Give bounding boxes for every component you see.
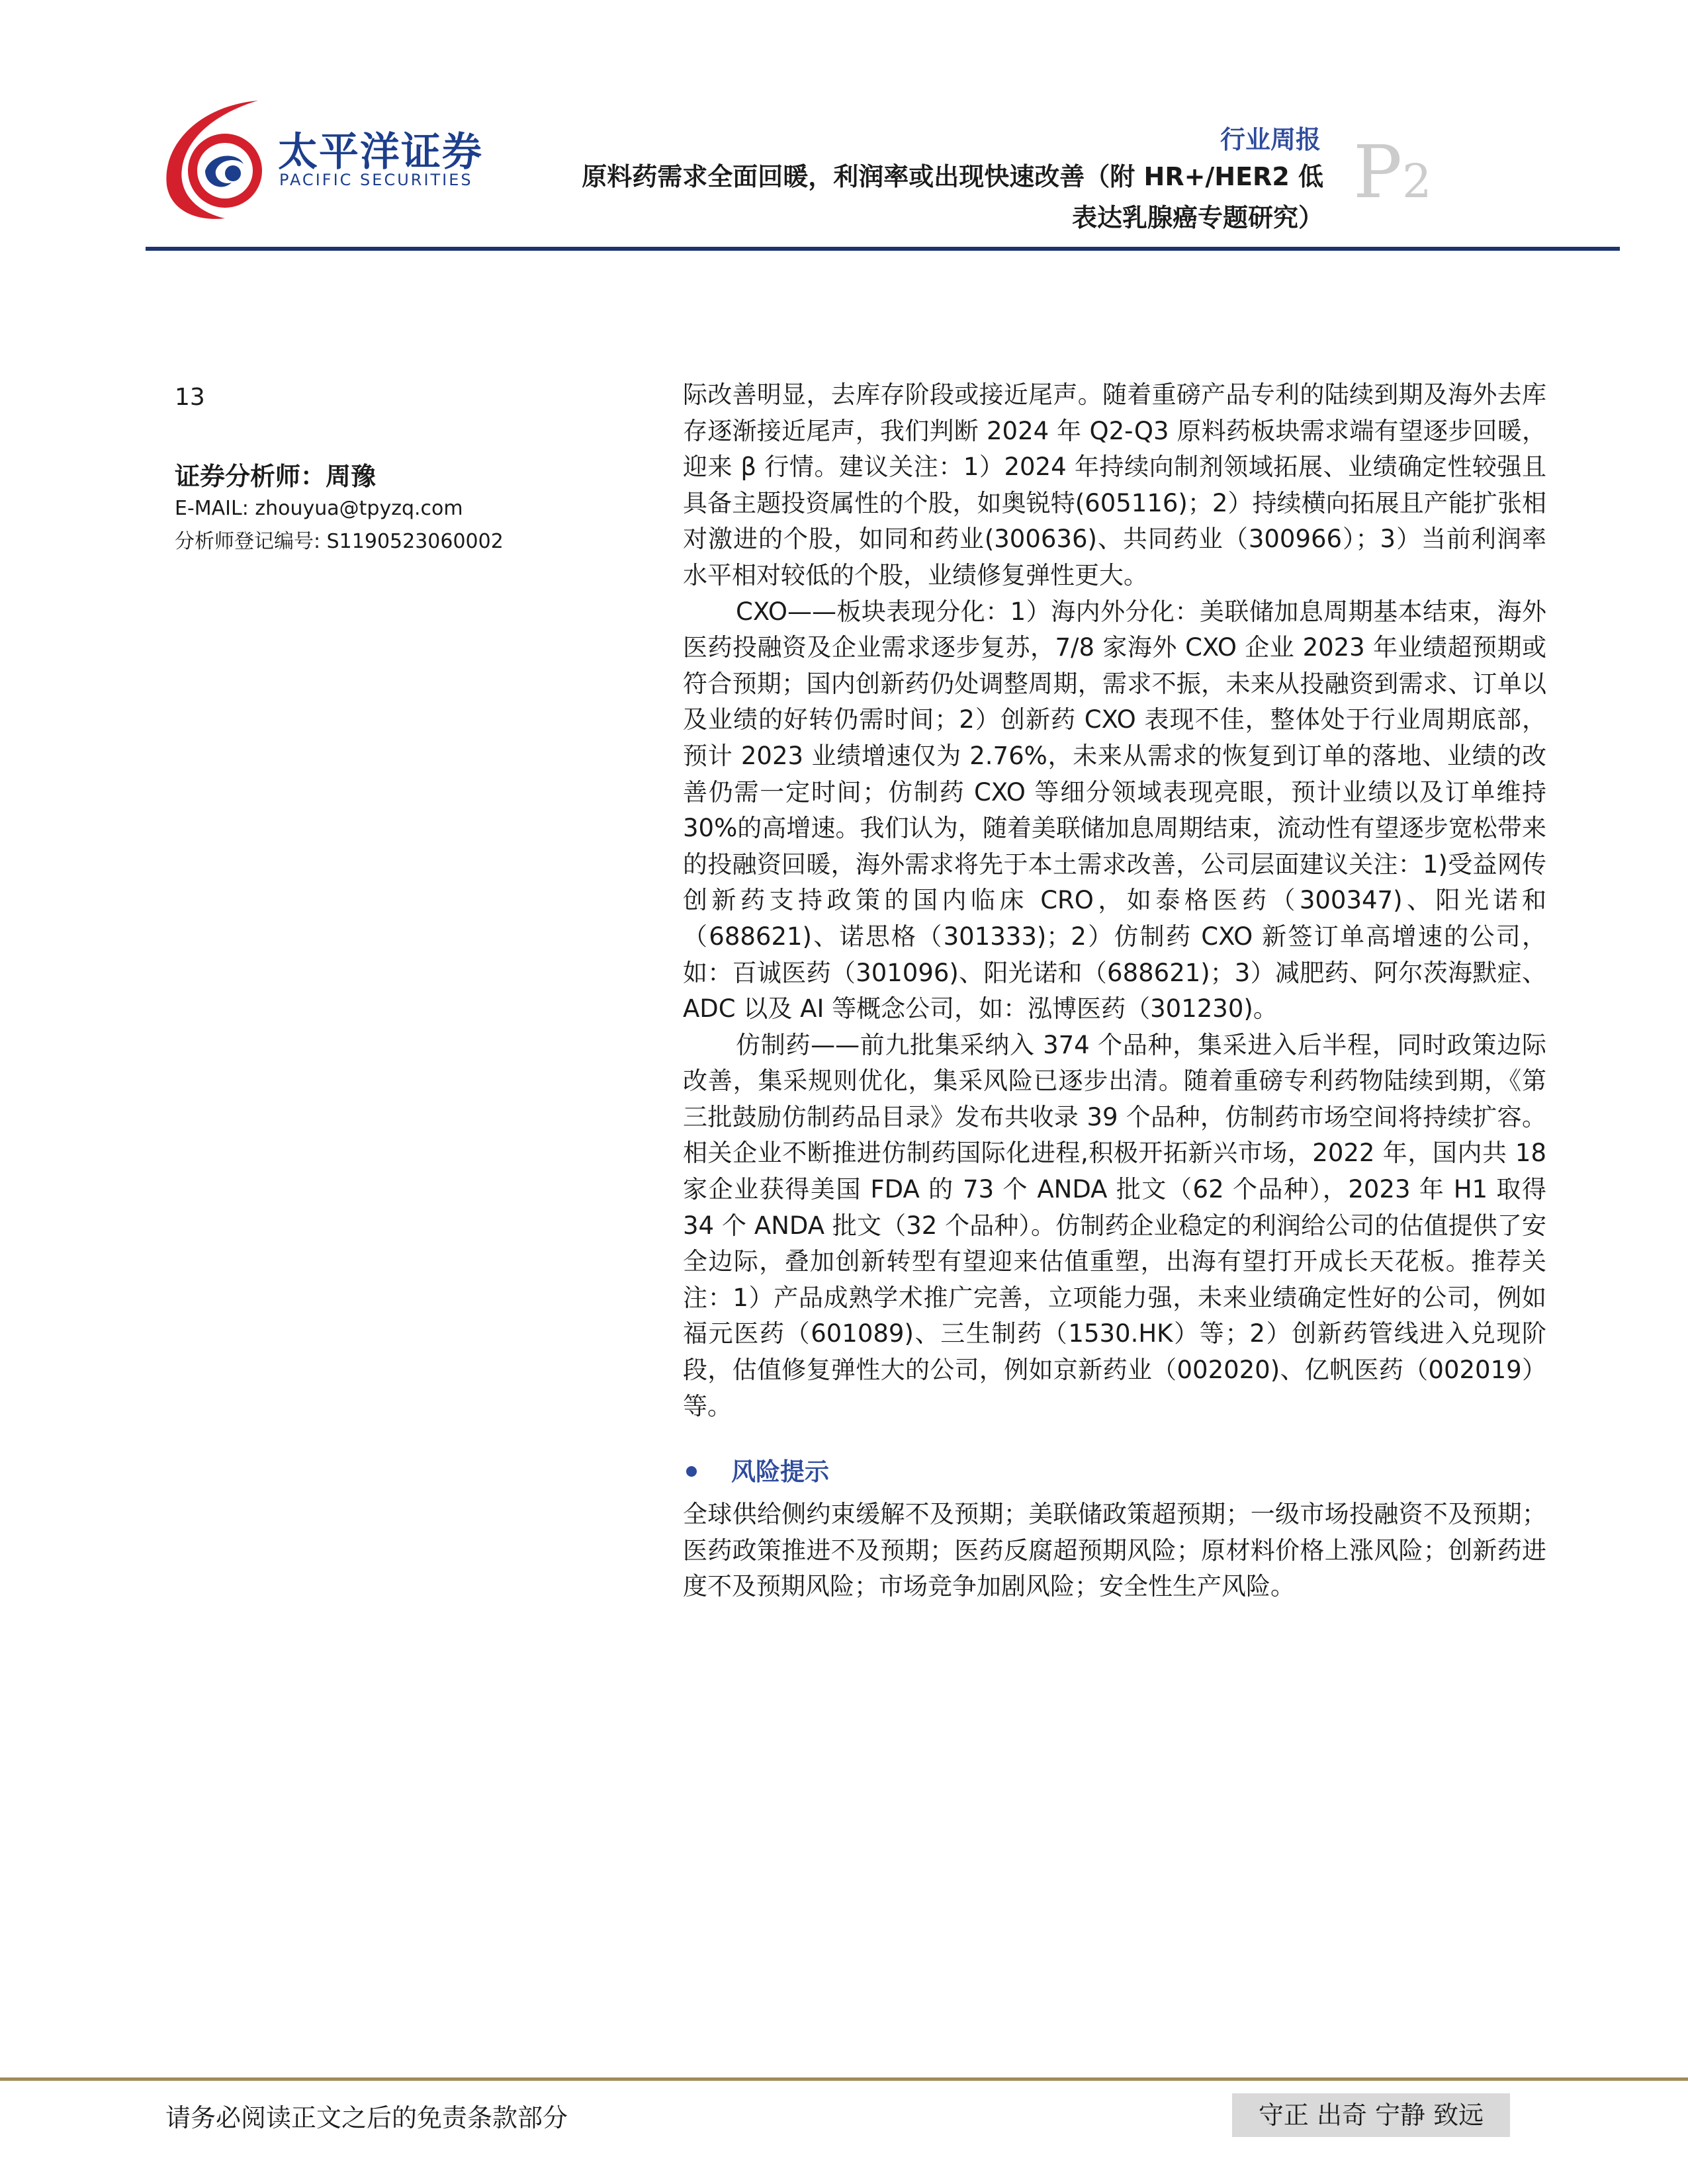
footer-disclaimer: 请务必阅读正文之后的免责条款部分 bbox=[165, 2103, 568, 2132]
report-title-line-1: 原料药需求全面回暖，利润率或出现快速改善（附 HR+/HER2 低 bbox=[582, 162, 1323, 191]
paragraph-cxo: CXO——板块表现分化：1）海内外分化：美联储加息周期基本结束，海外医药投融资及企业需求逐步复苏，7/8 家海外 CXO 企业 2023 年业绩超预期或符合预期；国内创新药仍处调整周期，需求不振，未来从投融资到需求、订单以及业绩的好转仍需时间；2）创新药 CXO 表现不佳，整体处于行业周期底部，预计 2023 业绩增速仅为 2.76%，未来从需求的恢复到订单的落地、业绩的改善仍需一定时间；仿制药 CXO 等细分领域表现亮眼，预计业绩以及订单维持 30%的高增速。我们认为，随着美联储加息周期结束，流动性有望逐步宽松带来的投融资回暖，海外需求将先于本土需求改善，公司层面建议关注：1)受益网传创新药支持政策的国内临床 CRO，如泰格医药（300347)、阳光诺和（688621)、诺思格（301333)；2）仿制药 CXO 新签订单高增速的公司，如：百诚医药（301096)、阳光诺和（688621)；3）减肥药、阿尔茨海默症、ADC 以及 AI 等概念公司，如：泓博医药（301230)。 bbox=[683, 597, 1546, 1024]
header-divider bbox=[146, 247, 1620, 251]
risk-heading bbox=[683, 1454, 1546, 1490]
page-number: 2 bbox=[1402, 154, 1432, 208]
footer-divider bbox=[0, 2077, 1688, 2081]
analyst-email: E-MAIL: zhouyua@tpyzq.com bbox=[175, 497, 463, 520]
risk-text: 全球供给侧约束缓解不及预期；美联储政策超预期；一级市场投融资不及预期；医药政策推进不及预期；医药反腐超预期风险；原材料价格上涨风险；创新药进度不及预期风险；市场竞争加剧风险；安全性生产风险。 bbox=[683, 1500, 1546, 1601]
logo-mark-icon bbox=[159, 86, 271, 225]
logo-english-name: PACIFIC SECURITIES bbox=[279, 171, 473, 189]
page-label bbox=[1353, 130, 1432, 214]
logo-chinese-name: 太平洋证券 bbox=[278, 129, 483, 175]
report-title-line-2: 表达乳腺癌专题研究） bbox=[1071, 203, 1323, 232]
footer-motto: 守正 出奇 宁静 致远 bbox=[1232, 2093, 1510, 2137]
bullet-icon bbox=[686, 1466, 697, 1477]
risk-heading-text: 风险提示 bbox=[731, 1458, 829, 1487]
paragraph-generics: 仿制药——前九批集采纳入 374 个品种，集采进入后半程，同时政策边际改善，集采规则优化，集采风险已逐步出清。随着重磅专利药物陆续到期，《第三批鼓励仿制药品目录》发布共收录 39 个品种，仿制药市场空间将持续扩容。相关企业不断推进仿制药国际化进程,积极开拓新兴市场，2022 年，国内共 18 家企业获得美国 FDA 的 73 个 ANDA 批文（62 个品种），2023 年 H1 取得 34 个 ANDA 批文（32 个品种）。仿制药企业稳定的利润给公司的估值提供了安全边际，叠加创新转型有望迎来估值重塑，出海有望打开成长天花板。推荐关注：1）产品成熟学术推广完善，立项能力强，未来业绩确定性好的公司，例如福元医药（601089)、三生制药（1530.HK）等；2）创新药管线进入兑现阶段，估值修复弹性大的公司，例如京新药业（002020)、亿帆医药（002019）等。 bbox=[683, 1030, 1546, 1420]
total-pages: 13 bbox=[175, 384, 205, 411]
main-content bbox=[683, 377, 1546, 1605]
paragraph-api: 际改善明显，去库存阶段或接近尾声。随着重磅产品专利的陆续到期及海外去库存逐渐接近尾声，我们判断 2024 年 Q2-Q3 原料药板块需求端有望逐步回暖，迎来 β 行情。建议关注：1）2024 年持续向制剂领域拓展、业绩确定性较强且具备主题投资属性的个股，如奥锐特(605116)；2）持续横向拓展且产能扩张相对激进的个股，如同和药业(300636)、共同药业（300966）；3）当前利润率水平相对较低的个股，业绩修复弹性更大。 bbox=[683, 380, 1546, 590]
analyst-title: 证券分析师：周豫 bbox=[175, 462, 377, 491]
page-prefix: P bbox=[1353, 130, 1403, 214]
sidebar bbox=[175, 384, 638, 558]
company-logo bbox=[159, 86, 490, 225]
analyst-registration: 分析师登记编号: S1190523060002 bbox=[175, 530, 504, 553]
report-title bbox=[510, 156, 1323, 238]
report-type: 行业周报 bbox=[1220, 125, 1321, 154]
